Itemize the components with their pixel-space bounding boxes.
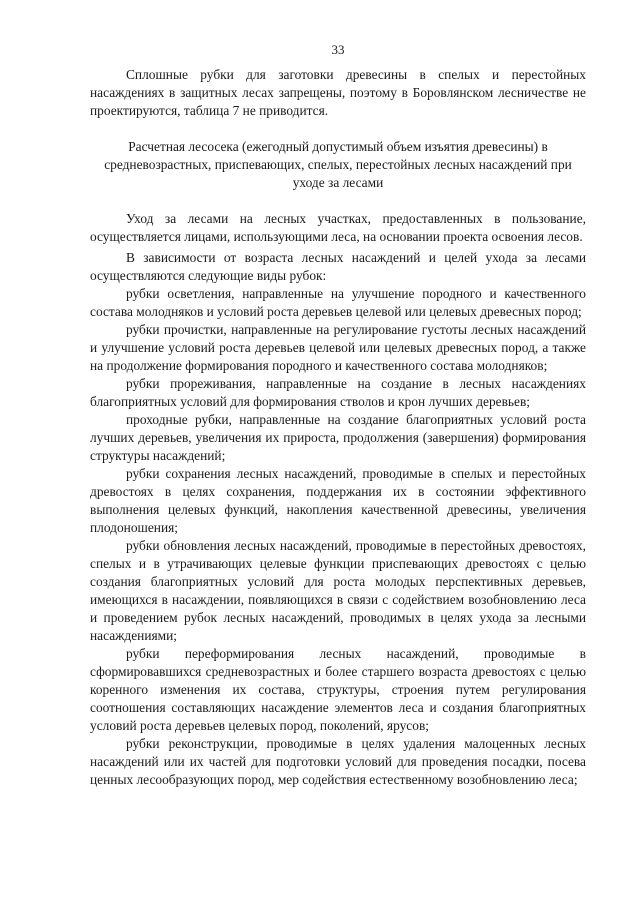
paragraph-forest-care: Уход за лесами на лесных участках, предоставленных в пользование, осуществляется лицами, использующими леса, на основании проекта освоения лесов. — [90, 211, 586, 244]
paragraph-renewal-cuts: рубки обновления лесных насаждений, проводимые в перестойных древостоях, спелых и в утрачивающих целевые функции приспевающих древостоях с целью создания благоприятных условий для роста молодых перспективных деревьев, имеющихся в насаждении, появляющихся в связи с содействием возобновлению леса и проведением рубок лесных насаждений, проводимых в целях ухода за лесными насаждениями; — [90, 538, 586, 643]
paragraph-cleaning-cuts: рубки прочистки, направленные на регулирование густоты лесных насаждений и улучшение условий роста деревьев целевой или целевых древесных пород, а также на продолжение формирования породного и качественного состава молодняков; — [90, 322, 586, 373]
intro-paragraph: Сплошные рубки для заготовки древесины в спелых и перестойных насаждениях в защитных лесах запрещены, поэтому в Боровлянском лесничестве не проектируются, таблица 7 не приводится. — [90, 67, 586, 118]
paragraph-types-intro: В зависимости от возраста лесных насаждений и целей ухода за лесами осуществляются следующие виды рубок: — [90, 250, 586, 283]
body-text — [90, 210, 586, 789]
paragraph-clearing-cuts: рубки осветления, направленные на улучшение породного и качественного состава молодняков и условий роста деревьев целевой или целевых древесных пород; — [90, 286, 586, 319]
paragraph-thinning-cuts: рубки прореживания, направленные на создание в лесных насаждениях благоприятных условий для формирования стволов и крон лучших деревьев; — [90, 376, 586, 409]
section-heading: Расчетная лесосека (ежегодный допустимый объем изъятия древесины) в средневозрастных, приспевающих, спелых, перестойных лесных насаждений при уходе за лесами — [104, 139, 572, 190]
paragraph-passage-cuts: проходные рубки, направленные на создание благоприятных условий роста лучших деревьев, увеличения их прироста, продолжения (завершения) формирования структуры насаждений; — [90, 412, 586, 463]
page-number: 33 — [331, 42, 345, 57]
paragraph-reconstruction-cuts: рубки реконструкции, проводимые в целях удаления малоценных лесных насаждений или их частей для подготовки условий для проведения посадки, посева ценных лесообразующих пород, мер содействия естественному возобновлению леса; — [90, 736, 586, 787]
paragraph-reformation-cuts: рубки переформирования лесных насаждений, проводимые в сформировавшихся средневозрастных и более старшего возраста древостоях с целью коренного изменения их состава, структуры, строения путем регулирования соотношения составляющих насаждение элементов леса и создания благоприятных условий роста деревьев целевых пород, поколений, ярусов; — [90, 646, 586, 733]
paragraph-preservation-cuts: рубки сохранения лесных насаждений, проводимые в спелых и перестойных древостоях в целях сохранения, поддержания их в состоянии эффективного выполнения целевых функций, накопления качественной древесины, увеличения плодоношения; — [90, 466, 586, 535]
